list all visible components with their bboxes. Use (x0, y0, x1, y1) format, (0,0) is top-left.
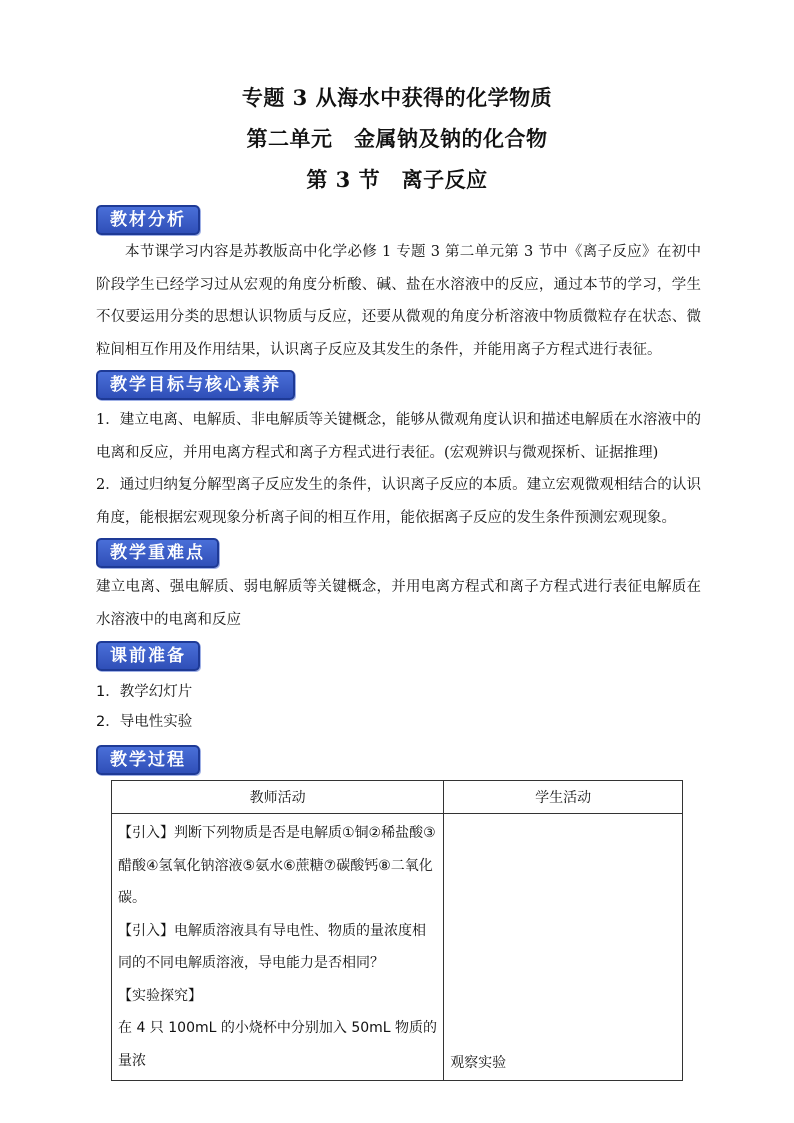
teacher-activity-line: 【引入】电解质溶液具有导电性、物质的量浓度相同的不同电解质溶液，导电能力是否相同？ (118, 922, 426, 971)
column-header-student: 学生活动 (444, 781, 683, 814)
page-title-topic: 专题 3 从海水中获得的化学物质 (241, 85, 553, 110)
keypoints-paragraph: 建立电离、强电解质、弱电解质等关键概念，并用电离方程式和离子方程式进行表征电解质在水溶液中的电离和反应 (96, 579, 701, 628)
teacher-activity-line: 在 4 只 100mL 的小烧杯中分别加入 50mL 物质的量浓 (118, 1020, 438, 1069)
goals-item-2: 2．通过归纳复分解型离子反应发生的条件，认识离子反应的本质。建立宏观微观相结合的认识角度，能根据宏观现象分析离子间的相互作用，能依据离子反应的发生条件预测宏观现象。 (96, 477, 701, 526)
goals-item-1: 1．建立电离、电解质、非电解质等关键概念，能够从微观角度认识和描述电解质在水溶液中的电离和反应，并用电离方程式和离子方程式进行表征。(宏观辨识与微观探析、证据推理) (96, 412, 701, 461)
prep-item-1: 1．教学幻灯片 (96, 684, 193, 700)
teaching-process-table (111, 780, 683, 1081)
section-heading-keypoints: 教学重难点 (96, 538, 219, 568)
prep-item-2: 2．导电性实验 (96, 714, 193, 730)
analysis-paragraph: 本节课学习内容是苏教版高中化学必修 1 专题 3 第二单元第 3 节中《离子反应》在初中阶段学生已经学习过从宏观的角度分析酸、碱、盐在水溶液中的反应，通过本节的学习，学生不仅要运用分类的思想认识物质与反应，还要从微观的角度分析溶液中物质微粒存在状态、微粒间相互作用及作用结果，认识离子反应及其发生的条件，并能用离子方程式进行表征。 (96, 244, 701, 358)
page-title-section: 第 3 节 离子反应 (306, 167, 488, 192)
section-heading-process: 教学过程 (96, 745, 200, 775)
page-title-unit: 第二单元 金属钠及钠的化合物 (246, 126, 548, 151)
teacher-activity-line: 【实验探究】 (118, 987, 202, 1004)
student-activity-text: 观察实验 (450, 1055, 507, 1071)
column-header-teacher: 教师活动 (112, 781, 444, 814)
section-heading-goals: 教学目标与核心素养 (96, 370, 295, 400)
section-heading-analysis: 教材分析 (96, 205, 200, 235)
teacher-activity-cell (112, 814, 444, 1081)
section-heading-prep: 课前准备 (96, 641, 200, 671)
student-activity-cell (444, 814, 683, 1081)
teacher-activity-line: 【引入】判断下列物质是否是电解质①铜②稀盐酸③醋酸④氢氧化钠溶液⑤氨水⑥蔗糖⑦碳酸钙⑧二氧化碳。 (118, 825, 436, 906)
